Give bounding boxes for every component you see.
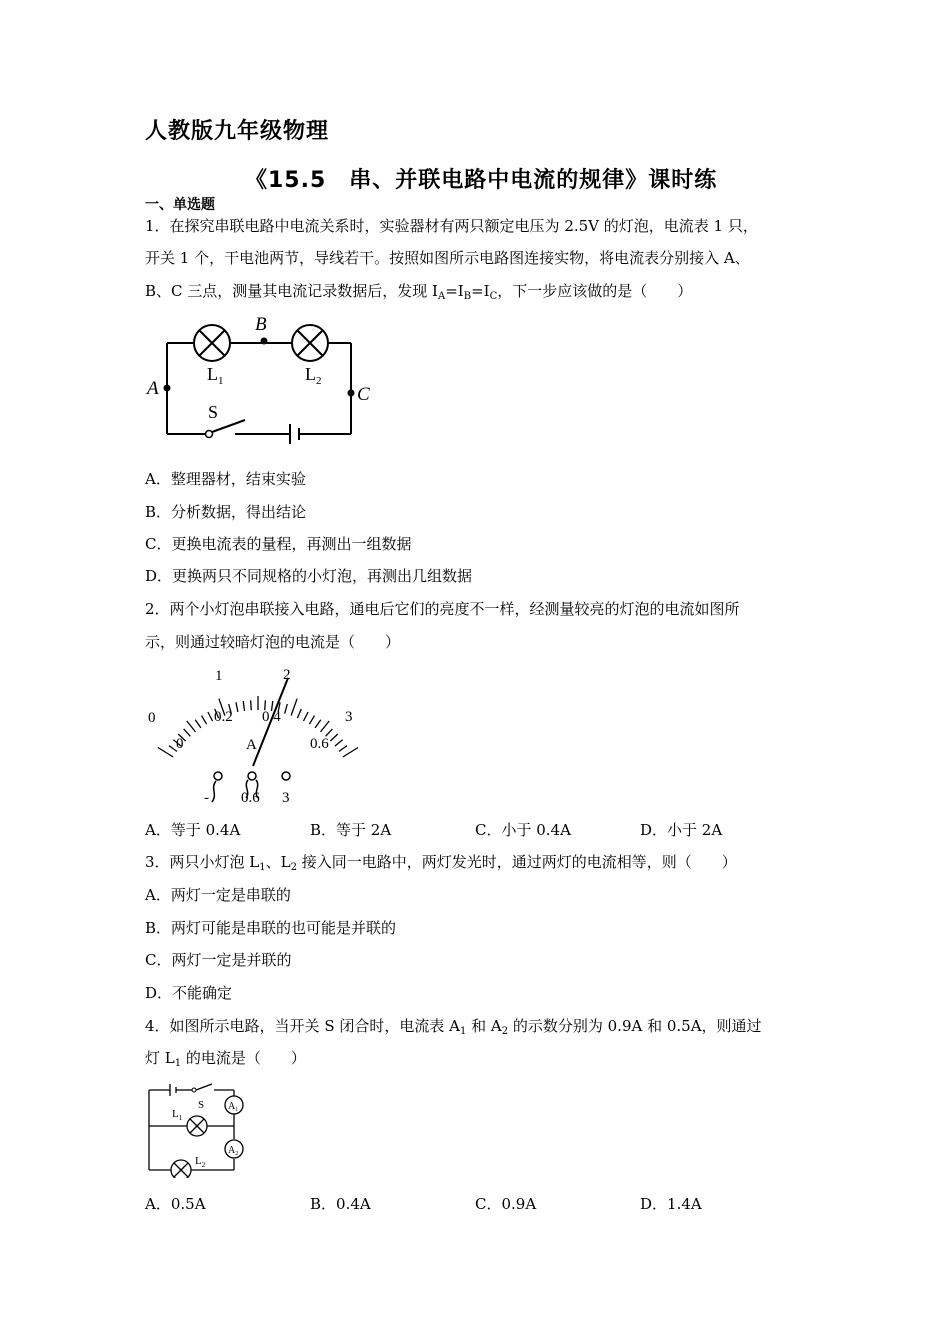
q3-option-a: A．两灯一定是串联的	[145, 886, 291, 904]
q1-option-c: C．更换电流表的量程，再测出一组数据	[145, 535, 412, 553]
terminal-0-6-label: 0.6	[241, 790, 260, 806]
terminal-3-label: 3	[282, 790, 290, 806]
label-l1	[207, 364, 224, 387]
q1-option-b: B．分析数据，得出结论	[145, 503, 307, 521]
section-heading: 一、单选题	[145, 197, 215, 213]
q2-line-2: 示，则通过较暗灯泡的电流是（ ）	[145, 633, 401, 651]
q4-label-s: S	[198, 1099, 205, 1111]
q4-sub-a2: 2	[501, 1026, 509, 1037]
q2-option-c: C．小于 0.4A	[475, 821, 571, 839]
lower-tick-0: 0	[176, 736, 184, 752]
node-a-dot	[164, 385, 171, 392]
q4-label-l1-sub: 1	[178, 1114, 183, 1122]
upper-tick-3: 3	[345, 709, 353, 725]
scale-tick	[315, 720, 321, 728]
q1-sub-b: B	[463, 291, 472, 302]
ammeter-unit: A	[246, 737, 257, 753]
q4-line-2	[145, 1048, 306, 1068]
label-a: A	[147, 378, 159, 399]
scale-tick	[309, 716, 314, 725]
q1-sub-a: A	[437, 291, 446, 302]
q3-sub-2: 2	[290, 862, 297, 873]
q3-line-1	[145, 852, 737, 872]
label-l1-letter: L	[207, 364, 218, 384]
q1-line-3-post: ，下一步应该做的是（ ）	[497, 282, 693, 300]
q4-line-1-pre: 4．如图所示电路，当开关 S 闭合时，电流表 A	[145, 1017, 460, 1035]
document-title: 人教版九年级物理	[145, 119, 330, 144]
label-l2-letter: L	[305, 364, 316, 384]
q2-option-d: D．小于 2A	[640, 821, 723, 839]
q4-switch-pivot-icon	[192, 1088, 196, 1092]
q4-option-b: B．0.4A	[310, 1195, 371, 1213]
q4-option-c: C．0.9A	[475, 1195, 537, 1213]
label-c: C	[357, 384, 370, 405]
terminal-3-icon	[282, 772, 290, 780]
q4-line-1-post: 的示数分别为 0.9A 和 0.5A，则通过	[508, 1017, 762, 1035]
q4-sub-l1: 1	[174, 1058, 182, 1069]
label-b: B	[255, 314, 267, 335]
terminal-negative-icon	[214, 772, 222, 780]
lower-tick-0-6: 0.6	[310, 736, 329, 752]
scale-tick	[158, 748, 173, 758]
q1-series-circuit-figure	[140, 310, 380, 445]
scale-tick	[251, 700, 252, 710]
q1-option-d: D．更换两只不同规格的小灯泡，再测出几组数据	[145, 567, 473, 585]
scale-tick	[208, 712, 213, 721]
scale-tick	[339, 746, 347, 752]
q2-ammeter-figure	[140, 660, 370, 808]
q3-option-c: C．两灯一定是并联的	[145, 951, 292, 969]
q2-line-1: 2．两个小灯泡串联接入电路，通电后它们的亮度不一样，经测量较亮的灯泡的电流如图所	[145, 600, 740, 618]
q4-label-l2	[195, 1155, 206, 1169]
ammeter-a1-sub: 1	[235, 1107, 239, 1113]
q1-eq-1: =I	[445, 282, 464, 300]
lower-tick-0-4: 0.4	[262, 709, 281, 725]
lamp-l1-icon	[194, 325, 230, 361]
upper-tick-2: 2	[283, 667, 291, 683]
upper-tick-0: 0	[148, 710, 156, 726]
scale-tick	[243, 701, 244, 711]
ammeter-a2-sub: 2	[235, 1151, 239, 1157]
q4-label-l2-sub: 2	[201, 1161, 206, 1169]
scale-tick	[321, 721, 330, 732]
label-l2-sub: 2	[316, 375, 322, 387]
scale-tick	[335, 740, 343, 746]
q4-label-l1	[172, 1108, 183, 1122]
node-c-dot	[348, 390, 355, 397]
q4-option-d: D．1.4A	[640, 1195, 702, 1213]
terminal-negative-label: -	[204, 790, 209, 806]
label-s: S	[208, 402, 219, 422]
q4-label-l1-letter: L	[172, 1108, 179, 1120]
lower-tick-0-2: 0.2	[214, 709, 233, 725]
scale-tick	[330, 734, 337, 741]
scale-tick	[291, 699, 297, 716]
document-subtitle: 《15.5 串、并联电路中电流的规律》课时练	[245, 168, 718, 193]
lamp-l2-icon	[292, 325, 328, 361]
q4-lamp-l2-icon	[171, 1160, 191, 1178]
q1-eq-2: =I	[471, 282, 490, 300]
q2-option-a: A．等于 0.4A	[145, 821, 241, 839]
switch-pivot-icon	[206, 431, 213, 438]
q4-lamp-l1-icon	[187, 1116, 207, 1136]
label-l2	[305, 364, 322, 387]
scale-tick	[236, 702, 238, 712]
q2-option-b: B．等于 2A	[310, 821, 392, 839]
q3-sub-1: 1	[259, 862, 266, 873]
q4-label-l2-letter: L	[195, 1155, 202, 1167]
q4-parallel-circuit-figure	[140, 1078, 255, 1178]
q1-line-1: 1．在探究串联电路中电流关系时，实验器材有两只额定电压为 2.5V 的灯泡，电流表 1 只，	[145, 217, 758, 235]
q3-option-d: D．不能确定	[145, 984, 233, 1002]
q4-line-2-post: 的电流是（ ）	[181, 1049, 306, 1067]
q4-line-2-pre: 灯 L	[145, 1049, 175, 1067]
scale-tick	[285, 704, 288, 714]
scale-tick	[184, 729, 191, 736]
label-l1-sub: 1	[218, 375, 224, 387]
q3-option-b: B．两灯可能是串联的也可能是并联的	[145, 919, 397, 937]
ammeter-a1-letter: A	[228, 1101, 236, 1112]
q1-line-2: 开关 1 个，干电池两节，导线若干。按照如图所示电路图连接实物，将电流表分别接入 A、	[145, 249, 750, 267]
q4-sub-a1: 1	[459, 1026, 467, 1037]
scale-tick	[297, 709, 301, 718]
q1-line-3	[145, 281, 692, 301]
terminal-0-6-icon	[248, 772, 256, 780]
wire-negative-icon	[212, 781, 216, 802]
ammeter-a2-letter: A	[228, 1145, 236, 1156]
upper-tick-1: 1	[215, 668, 223, 684]
node-b-dot	[261, 338, 268, 345]
scale-tick	[187, 721, 196, 732]
q3-line-1-post: 接入同一电路中，两灯发光时，通过两灯的电流相等，则（ ）	[297, 853, 737, 871]
q1-line-3-pre: B、C 三点，测量其电流记录数据后，发现 I	[145, 282, 438, 300]
q4-option-a: A．0.5A	[145, 1195, 206, 1213]
q1-sub-c: C	[489, 291, 498, 302]
q4-line-1	[145, 1016, 762, 1036]
q4-line-1-mid: 和 A	[466, 1017, 502, 1035]
q1-option-a: A．整理器材，结束实验	[145, 470, 306, 488]
scale-tick	[343, 748, 358, 758]
q3-mid: 、L	[265, 853, 291, 871]
scale-tick	[304, 712, 309, 721]
scale-tick	[202, 716, 207, 725]
q3-line-1-pre: 3．两只小灯泡 L	[145, 853, 260, 871]
scale-tick	[195, 720, 201, 728]
